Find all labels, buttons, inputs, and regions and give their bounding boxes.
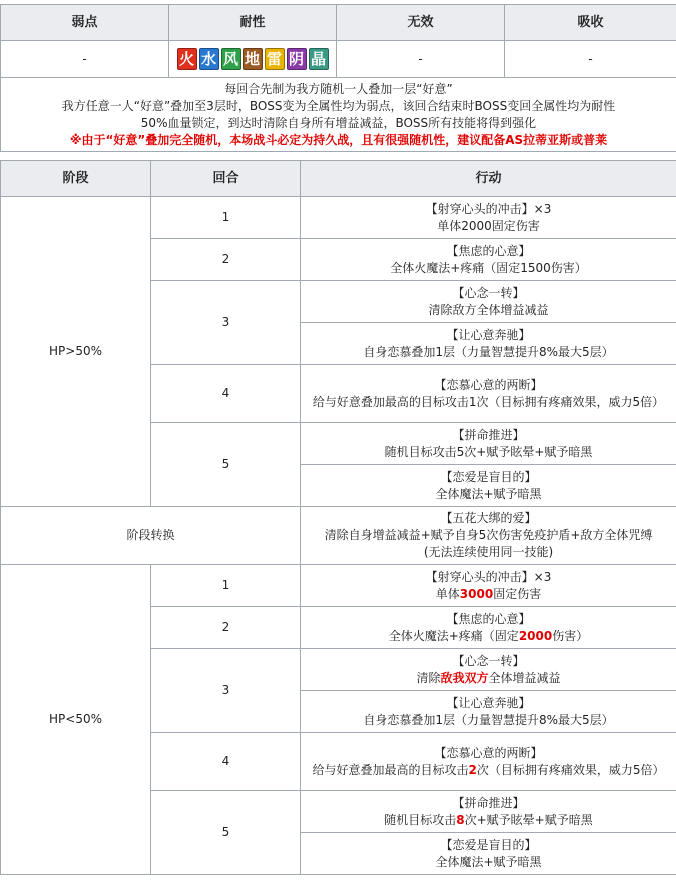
turn-number: 3 xyxy=(151,281,301,365)
action-cell xyxy=(301,281,676,323)
attribute-header-row xyxy=(1,5,676,41)
element-icon-group xyxy=(177,48,329,70)
turn-number: 3 xyxy=(151,649,301,733)
skill-desc: 自身恋慕叠加1层（力量智慧提升8%最大5层） xyxy=(363,712,614,727)
phase-label: HP<50% xyxy=(1,565,151,875)
desc-text: 单体 xyxy=(435,586,460,601)
desc-text: 次+赋予眩晕+赋予暗黑 xyxy=(464,812,593,827)
header-action: 行动 xyxy=(301,161,676,197)
skill-name: 【射穿心头的冲击】×3 xyxy=(425,201,552,216)
skill-desc xyxy=(305,670,672,687)
absorb-value: - xyxy=(505,41,676,78)
desc-text: 给与好意叠加最高的目标攻击 xyxy=(312,762,469,777)
table-row xyxy=(1,507,676,565)
header-weakness: 弱点 xyxy=(1,5,169,41)
turn-number: 5 xyxy=(151,791,301,875)
skill-name: 【恋爱是盲目的】 xyxy=(440,837,537,852)
skill-desc: 随机目标攻击5次+赋予眩晕+赋予暗黑 xyxy=(384,444,593,459)
turn-number: 1 xyxy=(151,565,301,607)
highlight-value: 3000 xyxy=(459,586,494,601)
note-line: 每回合先制为我方随机一人叠加一层“好意” xyxy=(224,81,453,96)
table-row xyxy=(1,565,676,607)
turn-number: 2 xyxy=(151,607,301,649)
phase-label: HP>50% xyxy=(1,197,151,507)
skill-name: 【让心意奔驰】 xyxy=(446,327,531,342)
action-table xyxy=(0,160,676,875)
skill-desc: 给与好意叠加最高的目标攻击1次（目标拥有疼痛效果，威力5倍） xyxy=(312,394,665,409)
note-line: 50%血量锁定，到达时清除自身所有增益减益，BOSS所有技能将得到强化 xyxy=(140,115,537,130)
skill-name: 【射穿心头的冲击】×3 xyxy=(425,569,552,584)
highlight-value: 2 xyxy=(468,762,477,777)
skill-name: 【五花大绑的爱】 xyxy=(440,511,537,525)
turn-number: 4 xyxy=(151,365,301,423)
action-cell xyxy=(301,239,676,281)
skill-desc: 清除自身增益减益+赋予自身5次伤害免疫护盾+敌方全体咒缚 xyxy=(324,528,653,542)
resist-value xyxy=(169,41,337,78)
action-cell xyxy=(301,423,676,465)
skill-desc: 单体2000固定伤害 xyxy=(437,218,540,233)
skill-desc: 清除敌方全体增益减益 xyxy=(428,302,549,317)
action-cell xyxy=(301,607,676,649)
immune-value: - xyxy=(337,41,505,78)
desc-text: 清除 xyxy=(416,670,441,685)
element-badge-icon: 阴 xyxy=(287,48,307,70)
action-cell xyxy=(301,197,676,239)
desc-text: 固定伤害 xyxy=(493,586,542,601)
action-header-row xyxy=(1,161,676,197)
warning-text: ※由于“好意”叠加完全随机，本场战斗必定为持久战，且有很强随机性，建议配备AS拉蒂亚斯或普莱 xyxy=(69,132,608,147)
desc-text: 随机目标攻击 xyxy=(384,812,457,827)
highlight-value: 8 xyxy=(456,812,465,827)
skill-name: 【拼命推进】 xyxy=(452,427,525,442)
header-phase: 阶段 xyxy=(1,161,151,197)
phase-transition-label: 阶段转换 xyxy=(1,507,301,565)
element-badge-icon: 晶 xyxy=(309,48,329,70)
action-cell xyxy=(301,833,676,875)
skill-note: (无法连续使用同一技能) xyxy=(423,545,554,559)
turn-number: 1 xyxy=(151,197,301,239)
highlight-value: 2000 xyxy=(518,628,553,643)
skill-name: 【让心意奔驰】 xyxy=(446,695,531,710)
skill-name: 【焦虑的心意】 xyxy=(446,611,531,626)
element-badge-icon: 风 xyxy=(221,48,241,70)
desc-text: 伤害） xyxy=(552,628,589,643)
attribute-table xyxy=(0,4,676,152)
highlight-value: 敌我双方 xyxy=(440,670,489,685)
header-turn: 回合 xyxy=(151,161,301,197)
action-cell xyxy=(301,465,676,507)
skill-name: 【恋爱是盲目的】 xyxy=(440,469,537,484)
turn-number: 4 xyxy=(151,733,301,791)
skill-desc: 全体魔法+赋予暗黑 xyxy=(435,854,542,869)
skill-name: 【拼命推进】 xyxy=(452,795,525,810)
skill-desc xyxy=(305,586,672,603)
turn-number: 5 xyxy=(151,423,301,507)
desc-text: 次（目标拥有疼痛效果，威力5倍） xyxy=(476,762,665,777)
notes-cell xyxy=(1,78,676,152)
action-cell xyxy=(301,733,676,791)
desc-text: 全体增益减益 xyxy=(488,670,561,685)
notes-row xyxy=(1,78,676,152)
header-resist: 耐性 xyxy=(169,5,337,41)
element-badge-icon: 水 xyxy=(199,48,219,70)
skill-desc: 全体魔法+赋予暗黑 xyxy=(435,486,542,501)
element-badge-icon: 雷 xyxy=(265,48,285,70)
skill-name: 【恋慕心意的两断】 xyxy=(434,377,543,392)
skill-name: 【焦虑的心意】 xyxy=(446,243,531,258)
skill-desc xyxy=(305,762,672,779)
header-immune: 无效 xyxy=(337,5,505,41)
attribute-value-row xyxy=(1,41,676,78)
action-cell xyxy=(301,507,676,565)
desc-text: 全体火魔法+疼痛（固定 xyxy=(388,628,519,643)
skill-desc xyxy=(305,628,672,645)
skill-name: 【恋慕心意的两断】 xyxy=(434,745,543,760)
action-cell xyxy=(301,565,676,607)
action-cell xyxy=(301,365,676,423)
skill-desc: 全体火魔法+疼痛（固定1500伤害） xyxy=(390,260,587,275)
table-row xyxy=(1,197,676,239)
action-cell xyxy=(301,649,676,691)
header-absorb: 吸收 xyxy=(505,5,676,41)
note-line: 我方任意一人“好意”叠加至3层时，BOSS变为全属性均为弱点，该回合结束时BOSS变回全属性均为耐性 xyxy=(61,98,616,113)
skill-desc: 自身恋慕叠加1层（力量智慧提升8%最大5层） xyxy=(363,344,614,359)
skill-name: 【心念一转】 xyxy=(452,653,525,668)
skill-desc xyxy=(305,812,672,829)
weakness-value: - xyxy=(1,41,169,78)
action-cell xyxy=(301,323,676,365)
element-badge-icon: 火 xyxy=(177,48,197,70)
skill-name: 【心念一转】 xyxy=(452,285,525,300)
turn-number: 2 xyxy=(151,239,301,281)
action-cell xyxy=(301,791,676,833)
element-badge-icon: 地 xyxy=(243,48,263,70)
action-cell xyxy=(301,691,676,733)
